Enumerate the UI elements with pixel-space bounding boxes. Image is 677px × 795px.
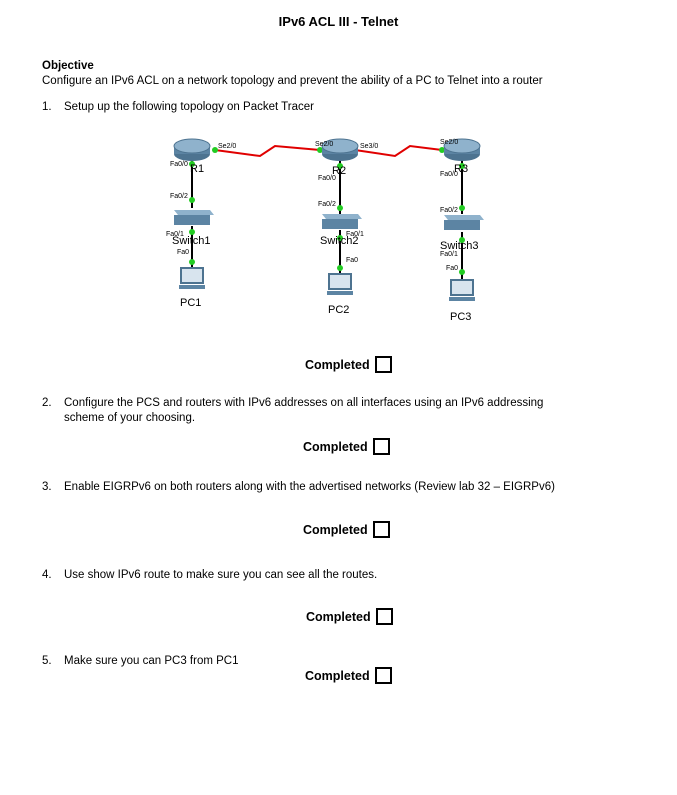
port-label: Se2/0	[440, 139, 459, 146]
completed-checkbox[interactable]	[375, 356, 392, 373]
completed-row	[303, 521, 390, 538]
objective-heading: Objective	[42, 60, 94, 72]
port-label: Fa0/0	[440, 171, 458, 178]
step-number: 3.	[42, 481, 52, 493]
port-label: Fa0/0	[318, 175, 336, 182]
port-label: Se2/0	[218, 143, 237, 150]
completed-row	[303, 438, 390, 455]
switch-label: Switch3	[440, 240, 479, 252]
step-number: 2.	[42, 397, 52, 409]
completed-checkbox[interactable]	[373, 521, 390, 538]
step-text: Use show IPv6 route to make sure you can see all the routes.	[64, 569, 378, 581]
port-label: Se2/0	[315, 141, 334, 148]
pc-icon	[179, 268, 205, 289]
pc-label: PC3	[450, 311, 472, 323]
step-number: 4.	[42, 569, 52, 581]
step-text: Enable EIGRPv6 on both routers along with the advertised networks (Review lab 32 – EIGRPv6)	[64, 481, 555, 493]
port-label: Se3/0	[360, 143, 379, 150]
port-label: Fa0	[446, 265, 459, 272]
pc-label: PC2	[328, 304, 350, 316]
step-text: Setup up the following topology on Packet Tracer	[64, 101, 314, 113]
completed-label: Completed	[303, 522, 368, 537]
completed-label: Completed	[303, 439, 368, 454]
step-text: Configure the PCS and routers with IPv6 addresses on all interfaces using an IPv6 addressing scheme of your choosing.	[64, 397, 544, 424]
port-label: Fa0/2	[440, 207, 458, 214]
page-title: IPv6 ACL III - Telnet	[278, 14, 399, 29]
completed-label: Completed	[305, 668, 370, 683]
port-label: Fa0/1	[440, 251, 458, 258]
objective-text: Configure an IPv6 ACL on a network topology and prevent the ability of a PC to Telnet into a router	[42, 75, 543, 87]
port-label: Fa0	[177, 249, 190, 256]
completed-checkbox[interactable]	[375, 667, 392, 684]
switch-icon	[174, 210, 214, 225]
completed-row	[305, 667, 392, 684]
port-label: Fa0/2	[318, 201, 336, 208]
switch-icon	[322, 214, 362, 229]
switch-label: Switch1	[172, 235, 211, 247]
pc-icon	[327, 274, 353, 295]
completed-label: Completed	[306, 609, 371, 624]
port-label: Fa0/0	[170, 161, 188, 168]
switch-label: Switch2	[320, 235, 359, 247]
completed-row	[306, 608, 393, 625]
step-number: 5.	[42, 655, 52, 667]
completed-checkbox[interactable]	[376, 608, 393, 625]
router-label: R2	[332, 165, 347, 177]
network-topology-diagram	[150, 128, 530, 328]
port-label: Fa0	[346, 257, 359, 264]
router-label: R1	[190, 163, 205, 175]
port-label: Fa0/1	[346, 231, 364, 238]
port-label: Fa0/1	[166, 231, 184, 238]
completed-checkbox[interactable]	[373, 438, 390, 455]
pc-icon	[449, 280, 475, 301]
step-text: Make sure you can PC3 from PC1	[64, 655, 239, 667]
pc-label: PC1	[180, 297, 202, 309]
router-label: R3	[454, 163, 469, 175]
completed-row	[305, 356, 392, 373]
switch-icon	[444, 215, 484, 230]
step-number: 1.	[42, 101, 52, 113]
router-icon	[174, 139, 210, 161]
step-2	[42, 396, 602, 428]
completed-label: Completed	[305, 357, 370, 372]
link-status-dots	[189, 147, 465, 275]
port-label: Fa0/2	[170, 193, 188, 200]
